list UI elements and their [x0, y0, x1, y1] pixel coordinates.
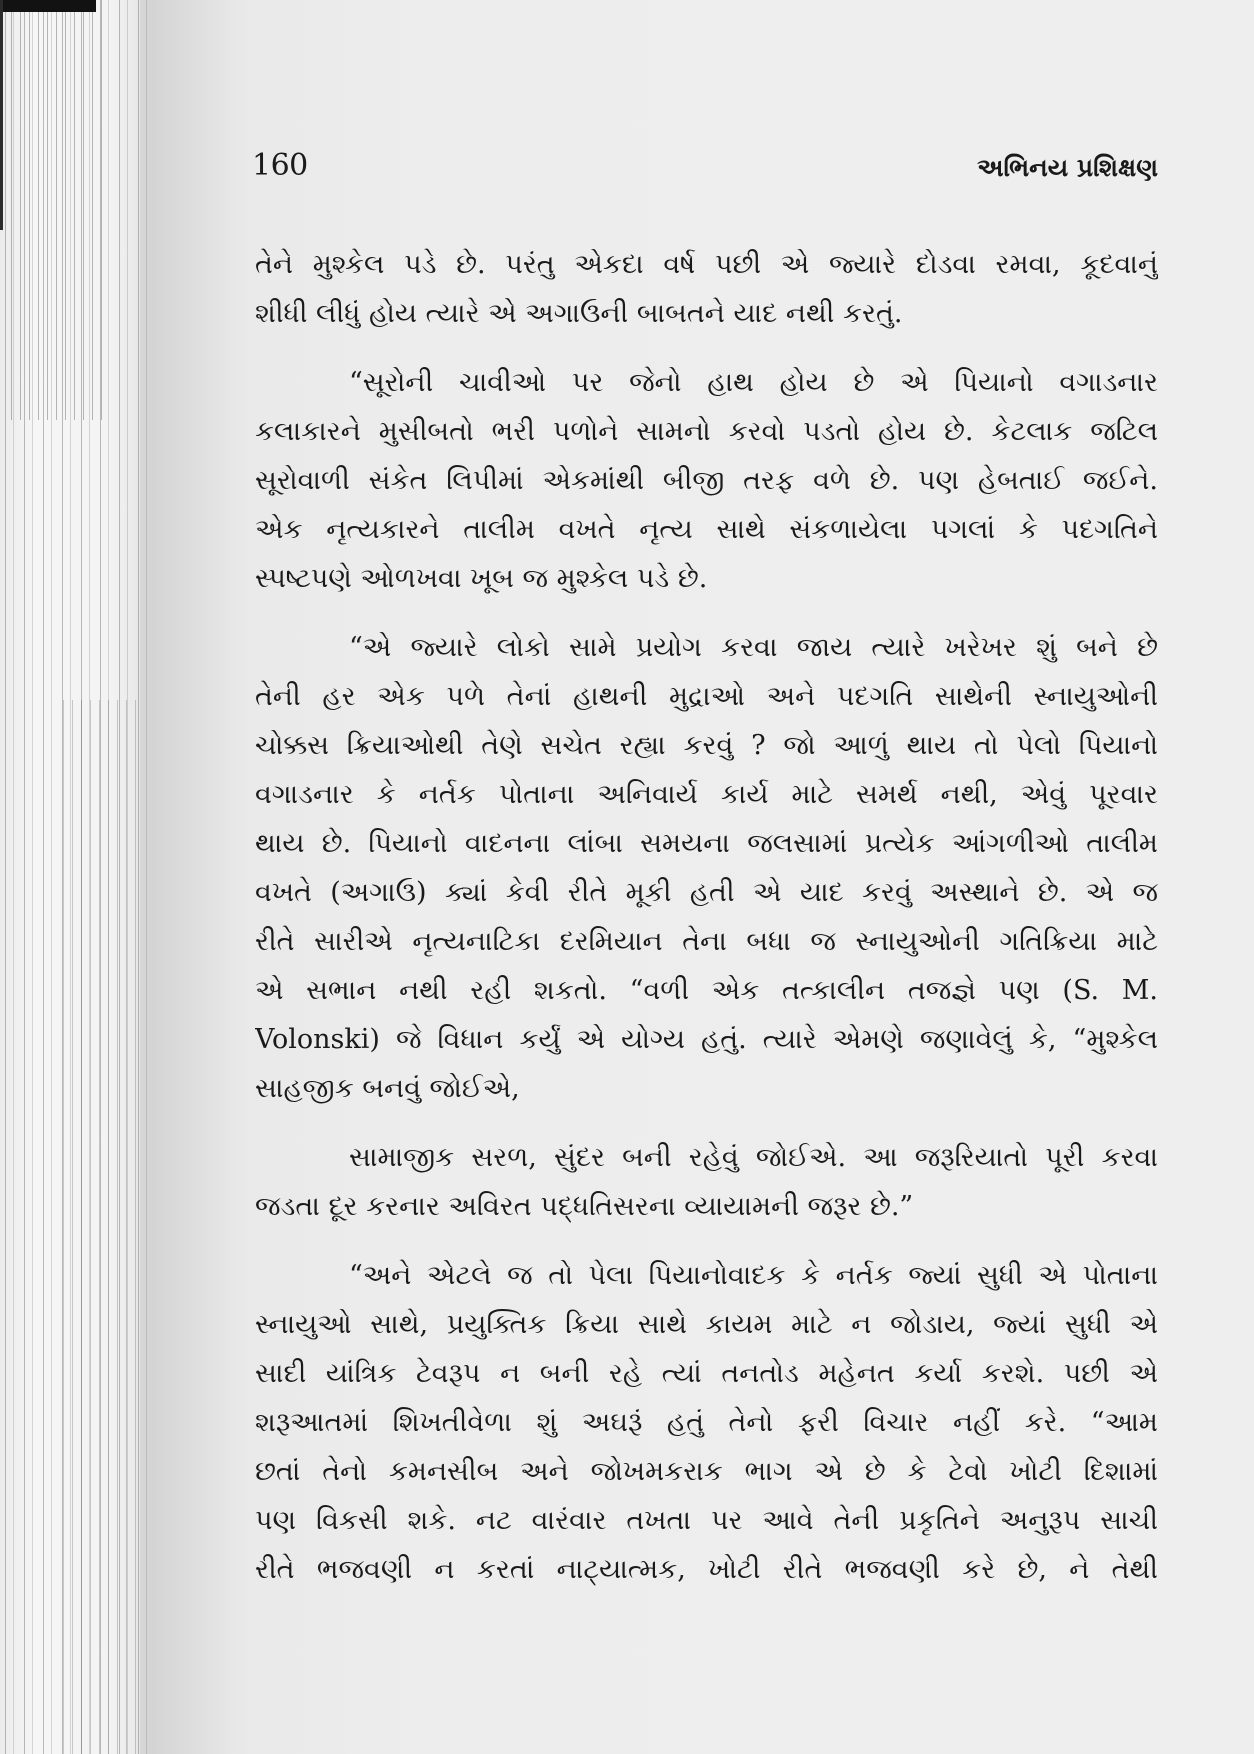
text-line: એક નૃત્યકારને તાલીમ વખતે નૃત્ય સાથે સંકળાયેલા પગલાં કે પદગતિને: [255, 514, 1158, 545]
scan-edge-line: [0, 0, 3, 230]
text-line: પણ વિકસી શકે. નટ વારંવાર તખતા પર આવે તેની પ્રકૃતિને અનુરૂપ સાચી: [255, 1505, 1158, 1536]
page-number: 160: [252, 148, 308, 183]
page-edges-lower: [60, 700, 140, 1754]
text-line: છતાં તેનો કમનસીબ અને જોખમકરાક ભાગ એ છે કે ટેવો ખોટી દિશામાં: [255, 1456, 1158, 1487]
text-line: તેની હર એક પળે તેનાં હાથની મુદ્રાઓ અને પદગતિ સાથેની સ્નાયુઓની: [255, 681, 1158, 712]
text-line: તેને મુશ્કેલ પડે છે. પરંતુ એકદા વર્ષ પછી એ જ્યારે દોડવા રમવા, કૂદવાનું: [255, 249, 1158, 280]
running-title: અભિનય પ્રશિક્ષણ: [977, 153, 1158, 182]
text-line: સાદી યાંત્રિક ટેવરૂપ ન બની રહે ત્યાં તનતોડ મહેનત કર્યા કરશે. પછી એ: [255, 1358, 1158, 1389]
paragraph: [255, 1251, 1158, 1594]
text-line: રીતે ભજવણી ન કરતાં નાટ્યાત્મક, ખોટી રીતે ભજવણી કરે છે, ને તેથી: [255, 1554, 1158, 1585]
text-line: સૂરોવાળી સંકેત લિપીમાં એકમાંથી બીજી તરફ વળે છે. પણ હેબતાઈ જઈને.: [255, 465, 1158, 496]
scan-corner: [0, 0, 96, 12]
text-line: જડતા દૂર કરનાર અવિરત પદ્ધતિસરના વ્યાયામની જરૂર છે.”: [255, 1191, 914, 1222]
text-line: વગાડનાર કે નર્તક પોતાના અનિવાર્ય કાર્ય માટે સમર્થ નથી, એવું પૂરવાર: [255, 779, 1158, 810]
paragraph: [255, 623, 1158, 1113]
text-line: એ સભાન નથી રહી શકતો. “વળી એક તત્કાલીન તજજ્ઞે પણ (S. M.: [255, 975, 1158, 1006]
text-line: સાહજીક બનવું જોઈએ,: [255, 1073, 520, 1104]
spine-shadow: [140, 0, 250, 1754]
text-line: શરૂઆતમાં શિખતીવેળા શું અઘરૂં હતું તેનો ફરી વિચાર નહીં કરે. “આમ: [255, 1407, 1158, 1438]
text-line: કલાકારને મુસીબતો ભરી પળોને સામનો કરવો પડતો હોય છે. કેટલાક જટિલ: [255, 416, 1158, 447]
text-line: સ્નાયુઓ સાથે, પ્રયુક્તિક ક્રિયા સાથે કાયમ માટે ન જોડાય, જ્યાં સુધી એ: [255, 1309, 1158, 1340]
text-line: સામાજીક સરળ, સુંદર બની રહેવું જોઈએ. આ જરૂરિયાતો પૂરી કરવા: [349, 1142, 1158, 1173]
text-line: રીતે સારીએ નૃત્યનાટિકા દરમિયાન તેના બધા જ સ્નાયુઓની ગતિક્રિયા માટે: [255, 926, 1158, 957]
paragraph: [255, 240, 1158, 338]
paragraph: [255, 358, 1158, 603]
text-column: [255, 240, 1158, 1594]
paragraph: [255, 1133, 1158, 1231]
text-line: શીધી લીધું હોય ત્યારે એ અગાઉની બાબતને યાદ નથી કરતું.: [255, 298, 903, 329]
text-line: “સૂરોની ચાવીઓ પર જેનો હાથ હોય છે એ પિયાનો વગાડનાર: [349, 367, 1158, 398]
page-edges-upper: [8, 0, 108, 420]
text-line: “અને એટલે જ તો પેલા પિયાનોવાદક કે નર્તક જ્યાં સુધી એ પોતાના: [349, 1260, 1158, 1291]
text-line: સ્પષ્ટપણે ઓળખવા ખૂબ જ મુશ્કેલ પડે છે.: [255, 563, 708, 594]
text-line: વખતે (અગાઉ) ક્યાં કેવી રીતે મૂકી હતી એ યાદ કરવું અસ્થાને છે. એ જ: [255, 877, 1158, 908]
text-line: થાય છે. પિયાનો વાદનના લાંબા સમયના જલસામાં પ્રત્યેક આંગળીઓ તાલીમ: [255, 828, 1158, 859]
text-line: ચોક્કસ ક્રિયાઓથી તેણે સચેત રહ્યા કરવું ? જો આળું થાય તો પેલો પિયાનો: [255, 730, 1158, 761]
text-line: “એ જ્યારે લોકો સામે પ્રયોગ કરવા જાય ત્યારે ખરેખર શું બને છે: [349, 632, 1158, 663]
text-line: Volonski) જે વિધાન કર્યું એ યોગ્ય હતું. ત્યારે એમણે જણાવેલું કે, “મુશ્કેલ: [255, 1024, 1158, 1055]
